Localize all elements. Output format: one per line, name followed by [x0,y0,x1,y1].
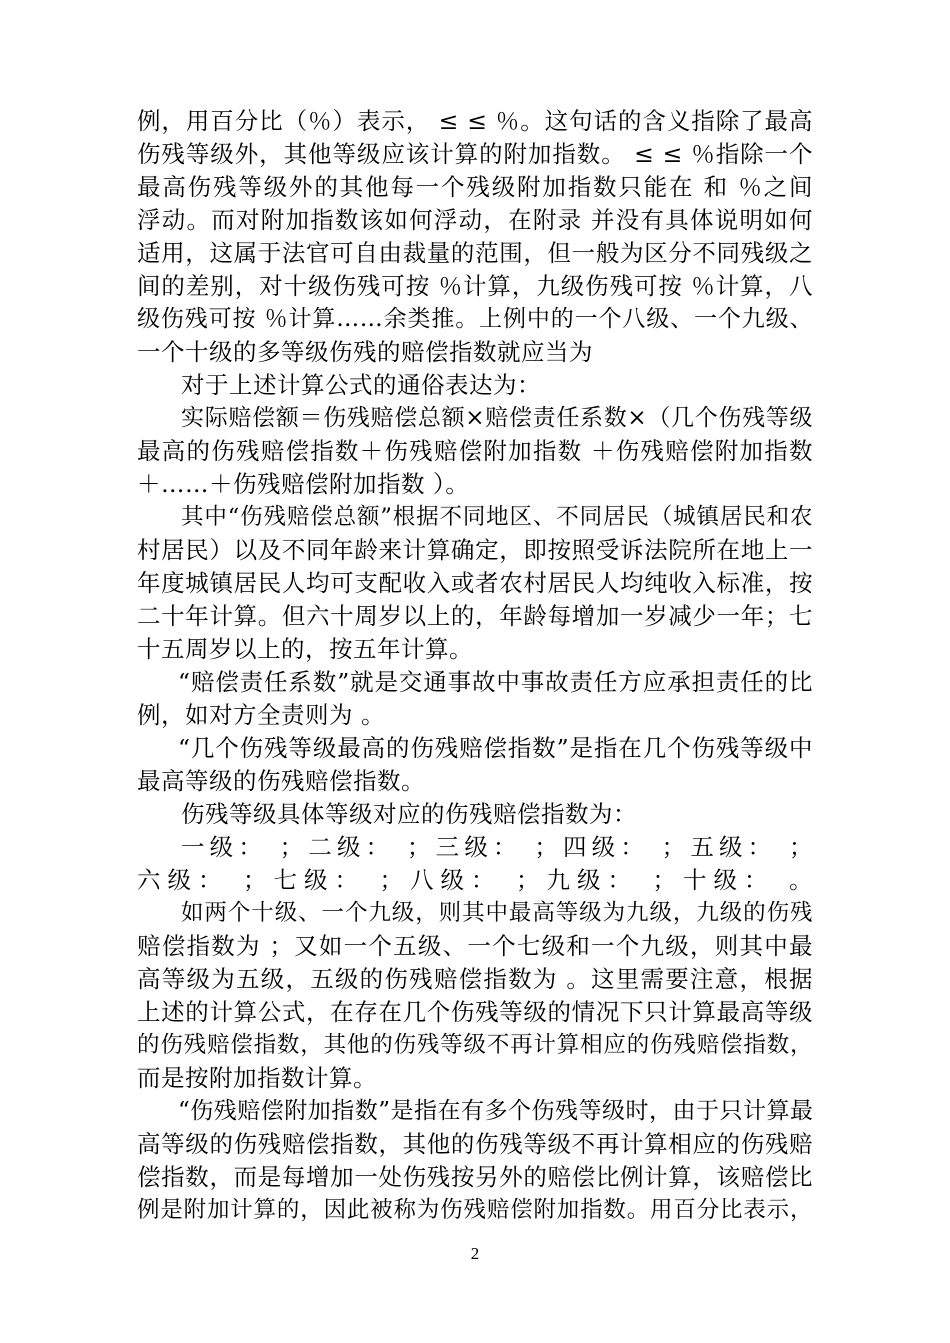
text-line: 如两个十级、一个九级，则其中最高等级为九级，九级的伤残 [181,900,813,926]
text-line: 伤残等级具体等级对应的伤残赔偿指数为： [181,800,637,828]
text-line: 一级： ；二级： ；三级： ；四级： ；五级： ； [181,833,813,861]
text-line: 高等级的伤残赔偿指数，其他的伤残等级不再计算相应的伤残赔 [137,1130,813,1158]
text-line: 最高伤残等级外的其他每一个残级附加指数只能在 和 ％之间 [137,173,813,201]
text-line: 例，如对方全责则为 。 [137,701,385,729]
text-line: 上述的计算公式，在存在几个伤残等级的情况下只计算最高等级 [137,998,813,1026]
text-line: 年度城镇居民人均可支配收入或者农村居民人均纯收入标准，按 [137,569,813,597]
text-line: 对于上述计算公式的通俗表达为： [181,371,541,399]
text-line: ＋……＋伤残赔偿附加指数 ）。 [137,470,470,498]
text-line: 赔偿指数为 ；又如一个五级、一个七级和一个九级，则其中最 [137,932,813,960]
text-line: 其中“伤残赔偿总额”根据不同地区、不同居民（城镇居民和农 [181,504,813,530]
text-line: 十五周岁以上的，按五年计算。 [137,635,473,663]
text-line: 例，用百分比（％）表示， ≤ ≤ ％。这句话的含义指除了最高 [137,107,813,135]
text-line: “伤残赔偿附加指数”是指在有多个伤残等级时，由于只计算最 [178,1098,814,1124]
text-line: 伤残等级外，其他等级应该计算的附加指数。 ≤ ≤ ％指除一个 [137,140,813,168]
text-line: 而是按附加指数计算。 [137,1064,377,1092]
text-line: 的伤残赔偿指数，其他的伤残等级不再计算相应的伤残赔偿指数， [137,1032,813,1058]
text-line: 浮动。而对附加指数该如何浮动，在附录 并没有具体说明如何 [137,206,813,234]
text-line: 最高等级的伤残赔偿指数。 [137,767,425,795]
text-line: 级伤残可按 ％计算……余类推。上例中的一个八级、一个九级、 [137,306,813,332]
text-line: 一个十级的多等级伤残的赔偿指数就应当为 [137,338,593,366]
text-line: 最高的伤残赔偿指数＋伤残赔偿附加指数 ＋伤残赔偿附加指数 [137,437,813,465]
text-line: 偿指数，而是每增加一处伤残按另外的赔偿比例计算，该赔偿比 [137,1163,813,1191]
page-number: 2 [470,1244,480,1263]
text-line: 间的差别，对十级伤残可按 ％计算，九级伤残可按 ％计算，八 [137,272,813,300]
text-line: 高等级为五级，五级的伤残赔偿指数为 。这里需要注意，根据 [137,965,813,993]
text-line: 村居民）以及不同年龄来计算确定，即按照受诉法院所在地上一 [137,536,813,564]
text-line: 适用，这属于法官可自由裁量的范围，但一般为区分不同残级之 [137,239,813,267]
text-line: 二十年计算。但六十周岁以上的，年龄每增加一岁减少一年；七 [137,602,813,630]
text-line: “几个伤残等级最高的伤残赔偿指数”是指在几个伤残等级中 [178,734,813,762]
text-line: “赔偿责任系数”就是交通事故中事故责任方应承担责任的比 [178,668,813,696]
text-line: 实际赔偿额＝伤残赔偿总额×赔偿责任系数×（几个伤残等级 [181,405,813,431]
text-line: 例是附加计算的，因此被称为伤残赔偿附加指数。用百分比表示， [137,1197,813,1223]
text-line: 六级： ；七级： ；八级： ；九级： ；十级： 。 [137,866,813,894]
